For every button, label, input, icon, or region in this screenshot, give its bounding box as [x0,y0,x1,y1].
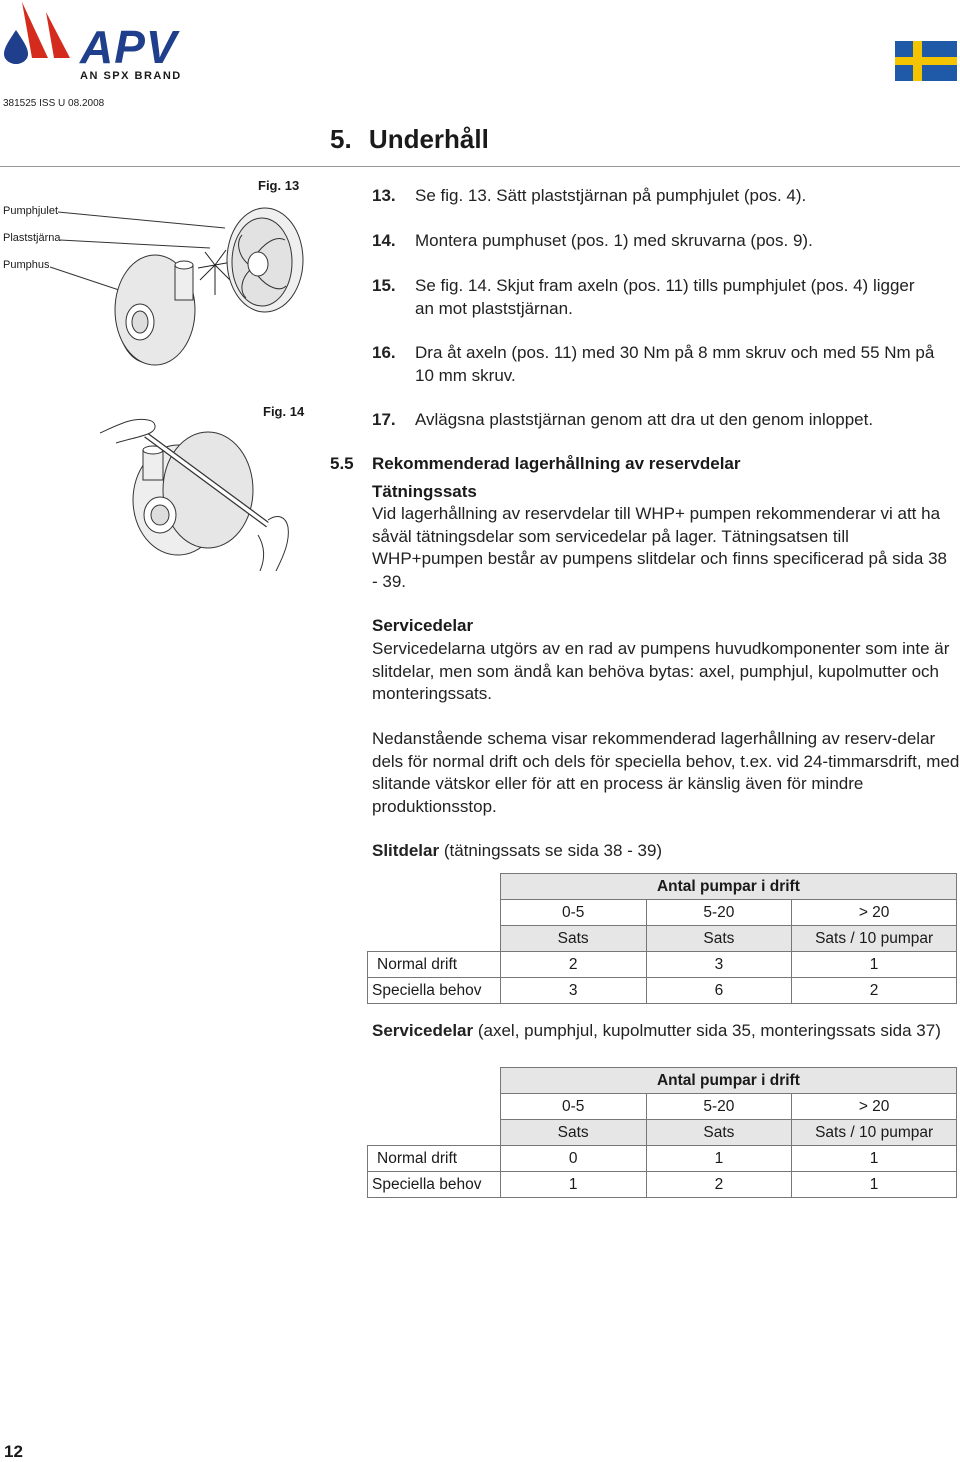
table-cell: Sats [500,1120,646,1146]
table-cell: 3 [646,952,792,978]
table1-caption-bold: Slitdelar [372,841,440,860]
service-heading: Servicedelar [372,616,474,635]
table-row [368,900,957,926]
row-label: Normal drift [368,952,501,978]
table-cell: 2 [792,978,957,1004]
table-cell: 0 [500,1146,646,1172]
table-cell: > 20 [792,1094,957,1120]
table-cell: Sats / 10 pumpar [792,926,957,952]
part-label-pumphjulet: Pumphjulet [3,205,59,217]
table-row [368,926,957,952]
service-paragraph: Servicedelarna utgörs av en rad av pumpens huvudkomponenter som inte är slitdelar, men som ändå kan behöva bytas: axel, pumphjul, kupolmutter och monteringssats. [372,639,950,703]
subsection-title: Rekommenderad lagerhållning av reservdelar [372,454,741,473]
row-label: Speciella behov [368,978,501,1004]
step-13 [372,184,942,208]
step-text: Se fig. 14. Skjut fram axeln (pos. 11) tills pumphjulet (pos. 4) ligger an mot plaststjärnan. [415,276,915,318]
section-name: Underhåll [368,124,489,154]
table-cell: Sats / 10 pumpar [792,1120,957,1146]
tatning-paragraph: Vid lagerhållning av reservdelar till WHP+ pumpen rekommenderar vi att ha såväl tätningsdelar som servicedelar på lager. Tätningsatsen till WHP+pumpen består av pumpens slitdelar och finns specificerad på sida 38 - 39. [372,504,948,591]
step-number: 13. [372,186,396,205]
table-cell: 1 [792,1146,957,1172]
tatning-heading: Tätningssats [372,482,477,501]
row-label: Speciella behov [368,1172,501,1198]
logo-text: APV [80,21,178,73]
table-cell: 1 [500,1172,646,1198]
table-row [368,1094,957,1120]
step-number: 17. [372,410,396,429]
brand-subtitle: AN SPX BRAND [80,70,182,82]
section-number: 5. [330,124,352,154]
table-cell: Sats [500,926,646,952]
table-row [368,1146,957,1172]
fig14-shaft-adjustment-illustration [98,395,308,585]
table-header: Antal pumpar i drift [500,874,956,900]
part-label-plaststjarna: Plaststjärna [3,232,61,244]
step-14 [372,229,942,253]
step-16 [372,341,942,389]
servicedelar-table [367,1067,957,1198]
step-text: Avlägsna plaststjärnan genom att dra ut den genom inloppet. [415,410,874,429]
table1-caption-rest: (tätningssats se sida 38 - 39) [439,841,663,860]
table1-caption [372,840,957,863]
document-id: 381525 ISS U 08.2008 [3,98,105,109]
apv-logo [0,0,210,90]
table2-caption-bold: Servicedelar [372,1021,474,1040]
fig14-label: Fig. 14 [263,404,305,419]
table-cell: 0-5 [500,900,646,926]
table-cell: 6 [646,978,792,1004]
step-17 [372,408,942,432]
step-text: Se fig. 13. Sätt plaststjärnan på pumphjulet (pos. 4). [415,186,807,205]
table-cell: 1 [792,952,957,978]
step-15 [372,274,942,322]
fig13-pump-exploded-illustration [0,200,310,390]
table-row [368,874,957,900]
table-cell: 0-5 [500,1094,646,1120]
table-row [368,1068,957,1094]
step-text: Dra åt axeln (pos. 11) med 30 Nm på 8 mm skruv och med 55 Nm på 10 mm skruv. [415,343,935,385]
table-cell: 3 [500,978,646,1004]
page-number: 12 [4,1442,23,1461]
table-row [368,1172,957,1198]
step-number: 15. [372,276,396,295]
step-number: 16. [372,343,396,362]
header-divider [0,166,960,167]
fig13-label: Fig. 13 [258,178,300,193]
table-cell: 1 [646,1146,792,1172]
table-row [368,1120,957,1146]
table-row [368,952,957,978]
table-header: Antal pumpar i drift [500,1068,956,1094]
table-cell: 1 [792,1172,957,1198]
table-cell: > 20 [792,900,957,926]
table2-caption-rest: (axel, pumphjul, kupolmutter sida 35, monteringssats sida 37) [473,1021,941,1040]
table-cell: 5-20 [646,900,792,926]
table2-caption [372,1020,942,1043]
table-cell: 2 [500,952,646,978]
table-row [368,978,957,1004]
table-cell: Sats [646,926,792,952]
table-cell: 5-20 [646,1094,792,1120]
part-label-pumphus: Pumphus [3,259,50,271]
table-cell: Sats [646,1120,792,1146]
slitdelar-table [367,873,957,1004]
step-number: 14. [372,231,396,250]
step-text: Montera pumphuset (pos. 1) med skruvarna (pos. 9). [415,231,813,250]
sweden-flag-icon [895,41,957,81]
schema-paragraph: Nedanstående schema visar rekommenderad lagerhållning av reserv-delar dels för normal drift och dels för speciella behov, t.ex. vid 24-timmarsdrift, med slitande vätskor eller för att en process är känslig även för mindre produktionsstop. [372,729,960,816]
subsection-number: 5.5 [330,454,354,473]
row-label: Normal drift [368,1146,501,1172]
apv-drop-icon [0,0,80,70]
section-title [330,124,489,155]
table-cell: 2 [646,1172,792,1198]
